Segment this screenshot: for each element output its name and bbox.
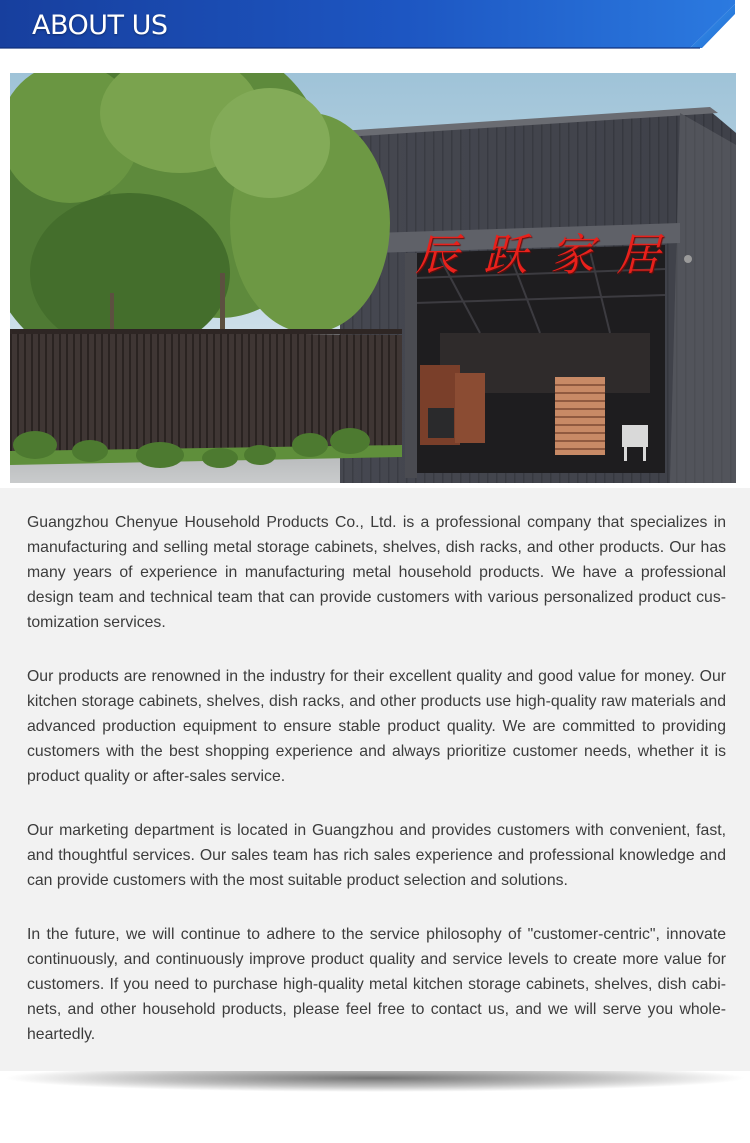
about-paragraph: In the future, we will continue to adhere to the service philosophy of "customer-centric", innovate continuously, and continuously improve product quality and service levels to create more value for customers. If you need to purchase high-quality metal kitchen storage cabinets, shelves, dish cabinets, and other household products, please feel free to contact us, and we will serve you wholeheartedly. — [27, 926, 726, 1043]
factory-photo — [10, 73, 736, 483]
factory-sign-char: 居 — [616, 230, 660, 281]
page-title: ABOUT US — [32, 10, 168, 41]
about-paragraph: Guangzhou Chenyue Household Products Co., Ltd. is a professional company that specializes in manufacturing and selling metal storage cabinets, shelves, dish racks, and other products. Our has many years of experience in manufacturing metal household products. We have a professional design team and technical team that can provide customers with various personalized product customization services. — [27, 514, 726, 631]
factory-sign-char: 跃 — [483, 230, 527, 281]
about-text-panel — [0, 488, 750, 1070]
section-header-banner — [0, 0, 750, 50]
factory-sign-char: 辰 — [415, 230, 459, 281]
about-paragraph: Our marketing department is located in Guangzhou and provides customers with convenient, fast, and thoughtful services. Our sales team has rich sales experience and professional knowledge and can provide customers with the most suitable product selection and solutions. — [27, 822, 726, 889]
about-paragraph: Our products are renowned in the industry for their excellent quality and good value for money. Our kitchen storage cabinets, shelves, dish racks, and other products use high-quality raw materials and advanced production equipment to ensure stable product quality. We are committed to providing customers with the best shopping experience and always prioritize customer needs, whether it is product quality or after-sales service. — [27, 668, 726, 785]
factory-sign-char: 家 — [550, 230, 594, 281]
bottom-shadow-divider — [0, 1068, 750, 1102]
